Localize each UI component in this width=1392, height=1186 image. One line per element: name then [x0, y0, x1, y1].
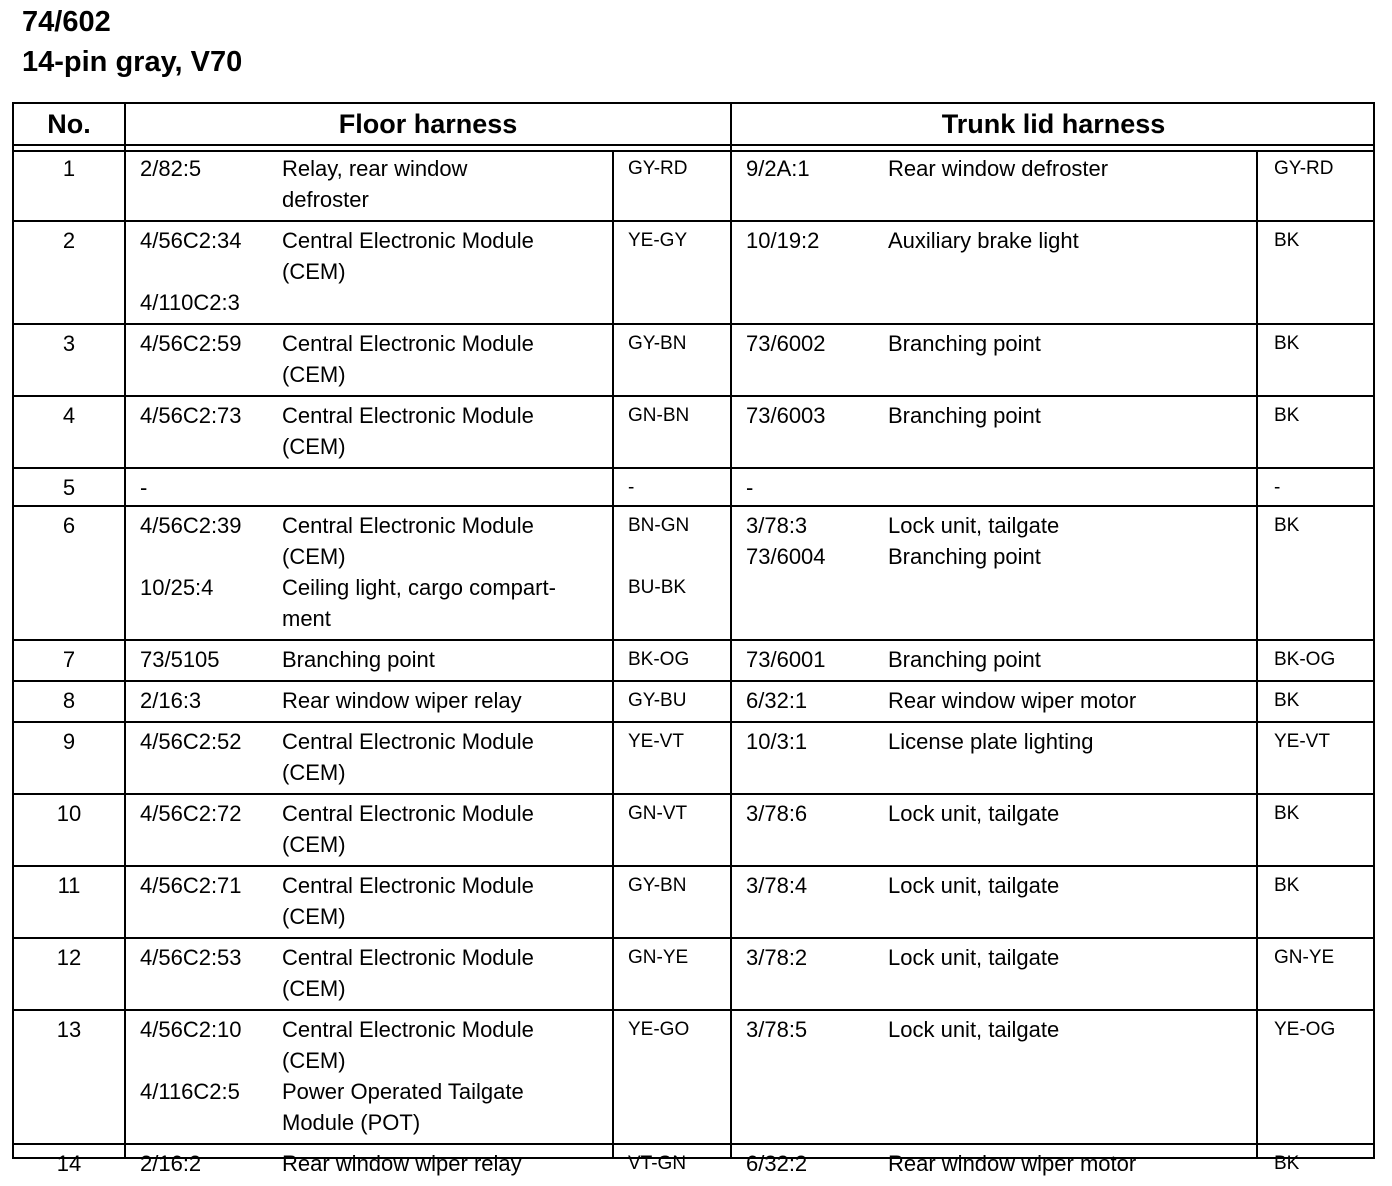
floor-wire-color: GY-RD — [628, 158, 688, 179]
floor-component-code: 73/5105 — [140, 647, 220, 672]
table-row — [14, 867, 1373, 939]
connector-code: 74/602 — [22, 6, 111, 38]
floor-component-code: 2/16:3 — [140, 688, 202, 713]
trunk-component-code: 9/2A:1 — [746, 156, 810, 181]
floor-component-description: Branching point — [282, 647, 435, 672]
floor-wire-color: YE-GO — [628, 1019, 690, 1040]
column-divider — [124, 104, 126, 1157]
floor-wire-color: YE-VT — [628, 731, 684, 752]
floor-component-code: 4/110C2:3 — [140, 290, 240, 315]
floor-component-code: 4/56C2:53 — [140, 945, 242, 970]
header-no: No. — [47, 108, 91, 139]
table-row — [14, 641, 1373, 682]
floor-component-description: Central Electronic Module — [282, 1017, 534, 1042]
header-trunk-lid-harness: Trunk lid harness — [941, 108, 1166, 139]
floor-component-description: Central Electronic Module — [282, 513, 534, 538]
floor-component-description: Ceiling light, cargo compart- — [282, 575, 556, 600]
floor-wire-color: VT-GN — [628, 1153, 687, 1174]
trunk-component-description: License plate lighting — [888, 729, 1094, 754]
floor-component-description: Central Electronic Module — [282, 331, 534, 356]
pin-number: 3 — [62, 331, 76, 356]
floor-component-description: Rear window wiper relay — [282, 688, 522, 713]
pin-number: 4 — [62, 403, 76, 428]
floor-component-code: - — [140, 475, 148, 500]
floor-wire-color: YE-GY — [628, 230, 688, 251]
floor-component-code: 2/82:5 — [140, 156, 202, 181]
floor-component-code: 4/116C2:5 — [140, 1079, 240, 1104]
table-row — [14, 1145, 1373, 1186]
trunk-component-description: Lock unit, tailgate — [888, 801, 1060, 826]
floor-wire-color: BN-GN — [628, 515, 690, 536]
floor-component-description: Central Electronic Module — [282, 729, 534, 754]
floor-component-description: (CEM) — [282, 434, 346, 459]
pin-number: 10 — [56, 801, 82, 826]
trunk-component-description: Lock unit, tailgate — [888, 873, 1060, 898]
column-divider — [612, 150, 614, 1157]
floor-component-code: 4/56C2:73 — [140, 403, 242, 428]
pin-number: 5 — [62, 475, 76, 500]
floor-component-description: defroster — [282, 187, 369, 212]
trunk-wire-color: - — [1274, 477, 1281, 498]
floor-component-description: (CEM) — [282, 832, 346, 857]
table-row — [14, 150, 1373, 222]
floor-component-description: (CEM) — [282, 904, 346, 929]
trunk-component-code: 73/6003 — [746, 403, 826, 428]
pin-number: 13 — [56, 1017, 82, 1042]
floor-wire-color: GY-BN — [628, 333, 687, 354]
pin-number: 7 — [62, 647, 76, 672]
floor-component-code: 4/56C2:10 — [140, 1017, 242, 1042]
trunk-component-description: Auxiliary brake light — [888, 228, 1079, 253]
trunk-component-description: Rear window wiper motor — [888, 688, 1137, 713]
table-row — [14, 682, 1373, 723]
table-row — [14, 723, 1373, 795]
connector-description: 14-pin gray, V70 — [22, 46, 243, 78]
floor-component-description: (CEM) — [282, 1048, 346, 1073]
floor-wire-color: GN-VT — [628, 803, 688, 824]
trunk-component-code: 73/6001 — [746, 647, 826, 672]
pin-number: 11 — [57, 873, 81, 898]
trunk-component-description: Lock unit, tailgate — [888, 513, 1060, 538]
trunk-component-description: Branching point — [888, 647, 1041, 672]
floor-wire-color: GY-BU — [628, 690, 687, 711]
floor-component-description: ment — [282, 606, 331, 631]
trunk-component-code: 73/6004 — [746, 544, 826, 569]
pin-number: 14 — [56, 1151, 82, 1176]
trunk-component-description: Rear window wiper motor — [888, 1151, 1137, 1176]
table-row — [14, 939, 1373, 1011]
trunk-component-code: 3/78:5 — [746, 1017, 808, 1042]
trunk-component-code: - — [746, 475, 754, 500]
pin-number: 2 — [62, 228, 76, 253]
trunk-component-code: 10/3:1 — [746, 729, 808, 754]
floor-component-description: Central Electronic Module — [282, 873, 534, 898]
trunk-component-code: 6/32:2 — [746, 1151, 808, 1176]
table-row — [14, 469, 1373, 507]
table-header — [14, 104, 1373, 146]
floor-component-description: Central Electronic Module — [282, 403, 534, 428]
pin-number: 9 — [62, 729, 76, 754]
floor-wire-color: GN-BN — [628, 405, 690, 426]
floor-component-description: Relay, rear window — [282, 156, 468, 181]
floor-wire-color: BU-BK — [628, 577, 687, 598]
floor-wire-color: - — [628, 477, 635, 498]
trunk-component-description: Branching point — [888, 544, 1041, 569]
floor-component-code: 4/56C2:59 — [140, 331, 242, 356]
floor-component-description: (CEM) — [282, 362, 346, 387]
pin-number: 6 — [62, 513, 76, 538]
table-row — [14, 397, 1373, 469]
floor-component-description: (CEM) — [282, 976, 346, 1001]
trunk-wire-color: BK — [1274, 333, 1300, 354]
floor-component-description: Power Operated Tailgate — [282, 1079, 524, 1104]
trunk-component-description: Lock unit, tailgate — [888, 1017, 1060, 1042]
trunk-wire-color: BK — [1274, 1153, 1300, 1174]
trunk-wire-color: BK — [1274, 405, 1300, 426]
floor-wire-color: GN-YE — [628, 947, 689, 968]
table-row — [14, 1011, 1373, 1145]
pin-number: 12 — [56, 945, 82, 970]
trunk-wire-color: GN-YE — [1274, 947, 1335, 968]
trunk-component-code: 3/78:6 — [746, 801, 808, 826]
floor-component-description: Central Electronic Module — [282, 228, 534, 253]
trunk-wire-color: BK — [1274, 875, 1300, 896]
floor-wire-color: GY-BN — [628, 875, 687, 896]
trunk-component-description: Lock unit, tailgate — [888, 945, 1060, 970]
floor-component-description: (CEM) — [282, 760, 346, 785]
trunk-component-code: 6/32:1 — [746, 688, 808, 713]
floor-component-description: Rear window wiper relay — [282, 1151, 522, 1176]
floor-wire-color: BK-OG — [628, 649, 690, 670]
floor-component-code: 4/56C2:34 — [140, 228, 242, 253]
pinout-table — [12, 102, 1375, 1176]
trunk-wire-color: BK — [1274, 230, 1300, 251]
trunk-component-code: 3/78:4 — [746, 873, 808, 898]
floor-component-code: 2/16:2 — [140, 1151, 202, 1176]
floor-component-description: Central Electronic Module — [282, 801, 534, 826]
trunk-component-description: Rear window defroster — [888, 156, 1109, 181]
floor-component-description: Module (POT) — [282, 1110, 421, 1135]
trunk-component-description: Branching point — [888, 331, 1041, 356]
trunk-component-code: 3/78:3 — [746, 513, 808, 538]
trunk-component-code: 10/19:2 — [746, 228, 820, 253]
trunk-wire-color: YE-OG — [1274, 1019, 1336, 1040]
trunk-wire-color: BK — [1274, 690, 1300, 711]
trunk-wire-color: YE-VT — [1274, 731, 1330, 752]
header-floor-harness: Floor harness — [338, 108, 518, 139]
floor-component-code: 4/56C2:71 — [140, 873, 242, 898]
trunk-wire-color: BK — [1274, 515, 1300, 536]
trunk-component-description: Branching point — [888, 403, 1041, 428]
floor-component-code: 4/56C2:52 — [140, 729, 242, 754]
table-row — [14, 795, 1373, 867]
trunk-component-code: 73/6002 — [746, 331, 826, 356]
floor-component-code: 10/25:4 — [140, 575, 214, 600]
floor-component-description: (CEM) — [282, 259, 346, 284]
pin-number: 8 — [62, 688, 76, 713]
floor-component-code: 4/56C2:72 — [140, 801, 242, 826]
pin-number: 1 — [62, 156, 76, 181]
trunk-wire-color: BK-OG — [1274, 649, 1336, 670]
floor-component-description: Central Electronic Module — [282, 945, 534, 970]
trunk-wire-color: GY-RD — [1274, 158, 1334, 179]
trunk-wire-color: BK — [1274, 803, 1300, 824]
table-row — [14, 325, 1373, 397]
column-divider — [730, 104, 732, 1157]
table-row — [14, 222, 1373, 325]
column-divider — [1256, 150, 1258, 1157]
table-row — [14, 507, 1373, 641]
floor-component-description: (CEM) — [282, 544, 346, 569]
floor-component-code: 4/56C2:39 — [140, 513, 242, 538]
trunk-component-code: 3/78:2 — [746, 945, 808, 970]
